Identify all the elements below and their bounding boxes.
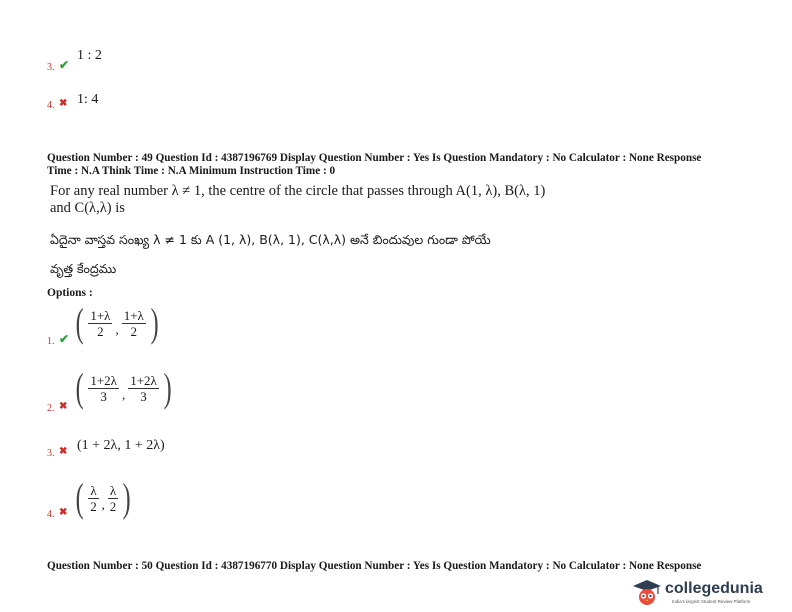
question-49-english bbox=[50, 183, 750, 217]
fraction-expression: ( $\frac{\lambda}{2}$ , $\frac{\lambda}{2}$ ) bbox=[75, 475, 131, 520]
question-49-telugu-line-2: వృత్త కేంద్రము bbox=[50, 261, 117, 276]
option-text: 1: 4 bbox=[77, 92, 99, 107]
fraction-expression: ( $\frac{1+2\lambda}{3}$ , $\frac{1+2\lambda}{3}$ ) bbox=[75, 365, 172, 410]
option-number: 3. bbox=[47, 448, 55, 459]
question-50-header: Question Number : 50 Question Id : 4387196770 Display Question Number : Yes Is Question Mandatory : No Calculator : None Response bbox=[47, 560, 702, 572]
left-paren: ( bbox=[75, 365, 84, 410]
option-number: 4. bbox=[47, 100, 55, 111]
english-line-1: For any real number λ ≠ 1, the centre of the circle that passes through A(1, λ), B(λ, 1) bbox=[50, 183, 546, 199]
question-49-telugu-line-1: ఏదైనా వాస్తవ సంఖ్య λ ≠ 1 కు A (1, λ), B(λ, 1), C(λ,λ) అనే బిందువుల గుండా పోయే bbox=[50, 232, 491, 247]
english-line-2: and C(λ,λ) is bbox=[50, 200, 125, 216]
right-paren: ) bbox=[122, 475, 131, 520]
option-number: 3. bbox=[47, 62, 55, 73]
correct-check-icon: ✔ bbox=[59, 332, 70, 346]
fraction: $\frac{\lambda}{2}$ bbox=[109, 482, 117, 514]
wrong-cross-icon: ✖ bbox=[59, 507, 68, 518]
options-label: Options : bbox=[47, 287, 93, 299]
header-line-1: Question Number : 49 Question Id : 4387196769 Display Question Number : Yes Is Question Mandatory : No Calculator : None Response bbox=[47, 152, 702, 164]
fraction-expression: ( $\frac{1+\lambda}{2}$ , $\frac{1+\lambda}{2}$ ) bbox=[75, 300, 159, 345]
option-number: 4. bbox=[47, 509, 55, 520]
header-line-2: Time : N.A Think Time : N.A Minimum Instruction Time : 0 bbox=[47, 165, 336, 177]
question-49-header bbox=[47, 152, 767, 178]
wrong-cross-icon: ✖ bbox=[59, 98, 68, 109]
option-text: 1 : 2 bbox=[77, 48, 102, 63]
fraction: $\frac{\lambda}{2}$ bbox=[90, 482, 97, 514]
logo-name: collegedunia bbox=[665, 580, 763, 597]
wrong-cross-icon: ✖ bbox=[59, 401, 68, 412]
wrong-cross-icon: ✖ bbox=[59, 446, 68, 457]
collegedunia-logo bbox=[632, 578, 784, 608]
left-paren: ( bbox=[75, 300, 84, 345]
option-number: 1. bbox=[47, 336, 55, 347]
option-text: (1 + 2λ, 1 + 2λ) bbox=[77, 438, 165, 453]
option-number: 2. bbox=[47, 403, 55, 414]
logo-tagline: India's largest Student Review Platform bbox=[672, 599, 751, 604]
correct-check-icon: ✔ bbox=[59, 58, 70, 72]
option-2 bbox=[47, 365, 247, 418]
fraction: $\frac{1+2\lambda}{3}$ bbox=[130, 372, 157, 404]
right-paren: ) bbox=[163, 365, 172, 410]
right-paren: ) bbox=[150, 300, 159, 345]
graduate-owl-icon bbox=[632, 578, 662, 606]
fraction: $\frac{1+\lambda}{2}$ bbox=[123, 307, 144, 339]
left-paren: ( bbox=[75, 475, 84, 520]
option-1 bbox=[47, 300, 247, 353]
option-3 bbox=[47, 438, 247, 462]
option-4 bbox=[47, 475, 247, 528]
fraction: $\frac{1+\lambda}{2}$ bbox=[90, 307, 111, 339]
fraction: $\frac{1+2\lambda}{3}$ bbox=[90, 372, 117, 404]
